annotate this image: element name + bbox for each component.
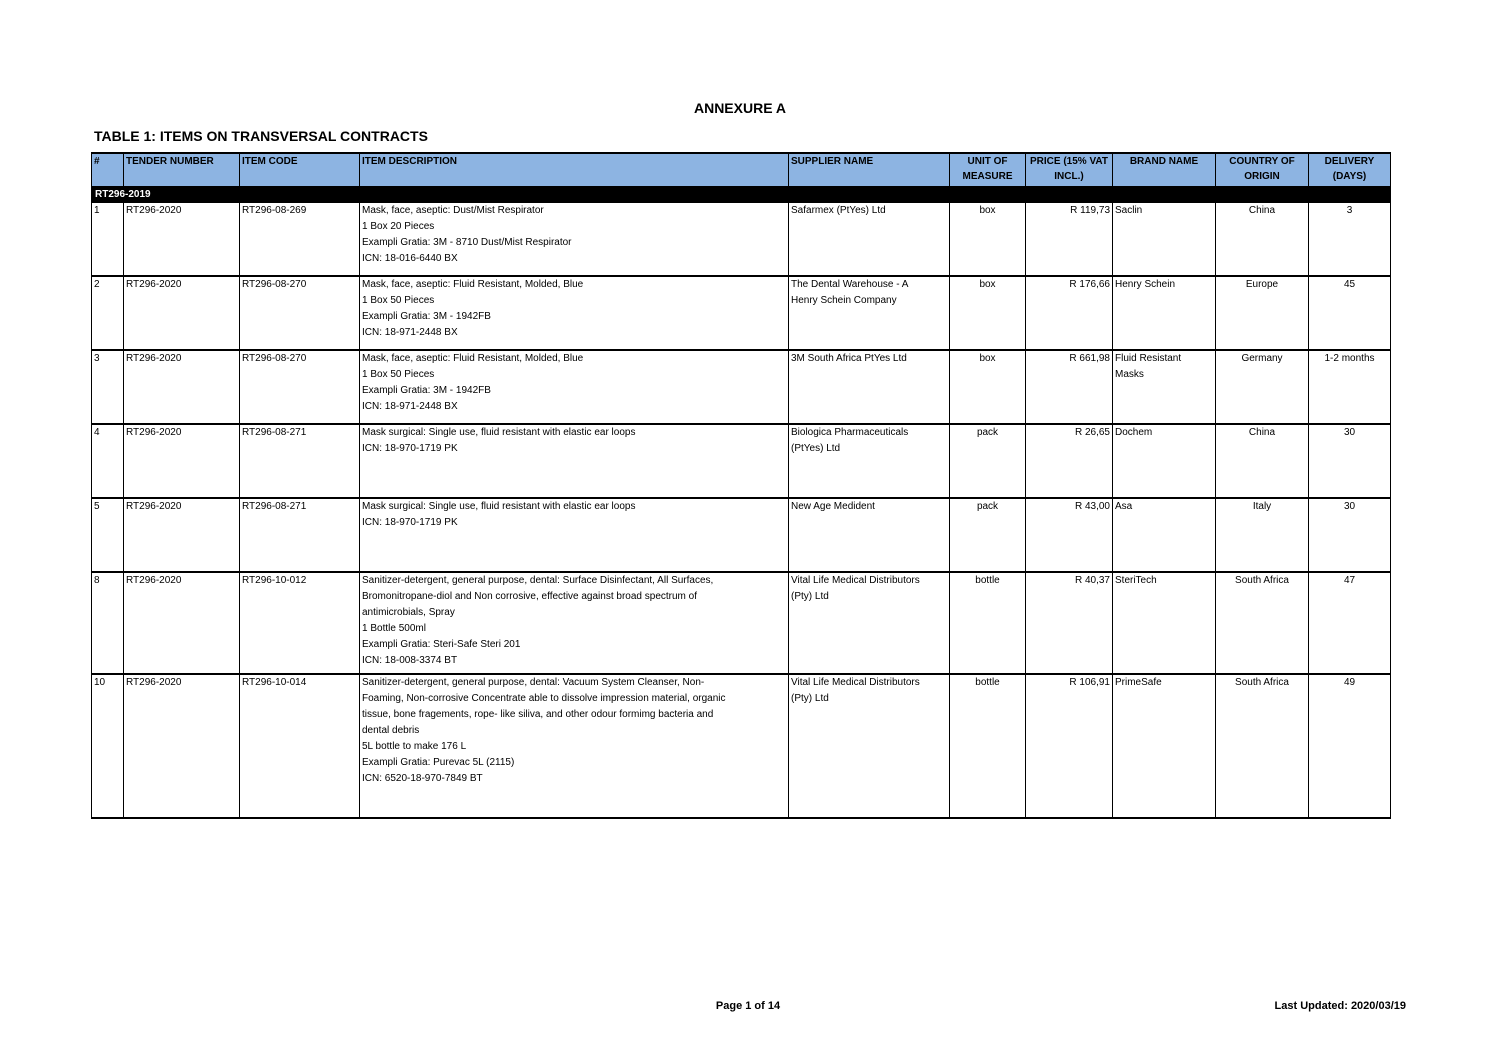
cell-tender-number: RT296-2020 (124, 424, 240, 498)
cell-price: R 119,73 (1026, 203, 1113, 277)
description-line: Exampli Gratia: 3M - 8710 Dust/Mist Respirator (362, 237, 572, 248)
table-row (92, 350, 1391, 424)
description-line: Foaming, Non-corrosive Concentrate able to dissolve impression material, organic (362, 693, 726, 704)
description-line: ICN: 18-008-3374 BT (362, 655, 458, 666)
brand-line: Henry Schein (1115, 279, 1176, 290)
cell-item-code: RT296-08-270 (240, 276, 360, 350)
description-line: Mask, face, aseptic: Dust/Mist Respirator (362, 205, 544, 216)
cell-num: 4 (92, 424, 124, 498)
cell-price: R 661,98 (1026, 350, 1113, 424)
description-line: Sanitizer-detergent, general purpose, dental: Surface Disinfectant, All Surfaces, (362, 575, 714, 586)
description-line: tissue, bone fragements, rope- like siliva, and other odour formimg bacteria and (362, 709, 714, 720)
cell-unit-of-measure: pack (950, 424, 1026, 498)
cell-supplier-name (789, 572, 950, 674)
cell-delivery-days: 47 (1309, 572, 1391, 674)
cell-item-code: RT296-08-270 (240, 350, 360, 424)
header-price-line1: PRICE (15% VAT (1030, 156, 1108, 167)
description-line: dental debris (362, 725, 420, 736)
cell-delivery-days: 45 (1309, 276, 1391, 350)
supplier-line: Henry Schein Company (791, 295, 897, 306)
cell-price: R 176,66 (1026, 276, 1113, 350)
cell-brand-name (1113, 498, 1216, 572)
brand-line: Dochem (1115, 427, 1153, 438)
table-row (92, 203, 1391, 277)
cell-brand-name (1113, 350, 1216, 424)
cell-unit-of-measure: pack (950, 498, 1026, 572)
cell-brand-name (1113, 203, 1216, 277)
items-table (91, 152, 1391, 819)
description-line: ICN: 6520-18-970-7849 BT (362, 773, 483, 784)
header-num: # (92, 153, 124, 187)
header-item-code: ITEM CODE (240, 153, 360, 187)
description-line: ICN: 18-971-2448 BX (362, 327, 458, 338)
brand-line: Asa (1115, 501, 1133, 512)
cell-item-code: RT296-10-012 (240, 572, 360, 674)
cell-delivery-days: 30 (1309, 498, 1391, 572)
brand-line: Masks (1115, 369, 1144, 380)
description-line: Exampli Gratia: 3M - 1942FB (362, 385, 491, 396)
description-line: Mask surgical: Single use, fluid resistant with elastic ear loops (362, 501, 636, 512)
header-price (1026, 153, 1113, 187)
description-line: Exampli Gratia: 3M - 1942FB (362, 311, 491, 322)
header-item-description: ITEM DESCRIPTION (360, 153, 789, 187)
supplier-line: (Pty) Ltd (791, 693, 829, 704)
group-label: RT296-2019 (92, 187, 1391, 203)
header-country-line2: ORIGIN (1244, 171, 1280, 182)
description-line: ICN: 18-970-1719 PK (362, 443, 458, 454)
supplier-line: Safarmex (PtYes) Ltd (791, 205, 886, 216)
header-price-line2: INCL.) (1054, 171, 1084, 182)
description-line: 5L bottle to make 176 L (362, 741, 467, 752)
description-line: Bromonitropane-diol and Non corrosive, effective against broad spectrum of (362, 591, 697, 602)
cell-unit-of-measure: box (950, 350, 1026, 424)
cell-num: 10 (92, 674, 124, 818)
description-line: Mask, face, aseptic: Fluid Resistant, Molded, Blue (362, 353, 584, 364)
cell-delivery-days: 3 (1309, 203, 1391, 277)
cell-tender-number: RT296-2020 (124, 498, 240, 572)
cell-delivery-days: 49 (1309, 674, 1391, 818)
description-line: ICN: 18-971-2448 BX (362, 401, 458, 412)
cell-item-code: RT296-08-269 (240, 203, 360, 277)
supplier-line: (Pty) Ltd (791, 591, 829, 602)
cell-item-description (360, 572, 789, 674)
header-delivery-days (1309, 153, 1391, 187)
table-title: TABLE 1: ITEMS ON TRANSVERSAL CONTRACTS (94, 128, 428, 144)
cell-tender-number: RT296-2020 (124, 572, 240, 674)
cell-supplier-name (789, 674, 950, 818)
supplier-line: (PtYes) Ltd (791, 443, 841, 454)
cell-num: 1 (92, 203, 124, 277)
brand-line: Fluid Resistant (1115, 353, 1182, 364)
brand-line: PrimeSafe (1115, 677, 1162, 688)
description-line: Exampli Gratia: Steri-Safe Steri 201 (362, 639, 521, 650)
cell-brand-name (1113, 674, 1216, 818)
header-unit-of-measure (950, 153, 1026, 187)
cell-item-code: RT296-10-014 (240, 674, 360, 818)
header-supplier-name: SUPPLIER NAME (789, 153, 950, 187)
header-unit-line2: MEASURE (962, 171, 1013, 182)
header-delivery-line1: DELIVERY (1324, 156, 1375, 167)
cell-tender-number: RT296-2020 (124, 276, 240, 350)
cell-item-code: RT296-08-271 (240, 424, 360, 498)
supplier-line: Vital Life Medical Distributors (791, 575, 920, 586)
cell-item-description (360, 424, 789, 498)
cell-num: 3 (92, 350, 124, 424)
brand-line: Saclin (1115, 205, 1143, 216)
group-row (92, 187, 1391, 203)
cell-delivery-days: 1-2 months (1309, 350, 1391, 424)
cell-item-description (360, 674, 789, 818)
cell-item-code: RT296-08-271 (240, 498, 360, 572)
table-header (92, 153, 1391, 187)
supplier-line: The Dental Warehouse - A (791, 279, 909, 290)
last-updated: Last Updated: 2020/03/19 (1274, 1000, 1406, 1012)
annexure-title: ANNEXURE A (693, 100, 787, 116)
cell-country-of-origin: South Africa (1216, 674, 1309, 818)
description-line: ICN: 18-016-6440 BX (362, 253, 458, 264)
cell-num: 8 (92, 572, 124, 674)
cell-country-of-origin: South Africa (1216, 572, 1309, 674)
description-line: antimicrobials, Spray (362, 607, 455, 618)
table-row (92, 498, 1391, 572)
cell-item-description (360, 350, 789, 424)
header-brand-name: BRAND NAME (1113, 153, 1216, 187)
header-delivery-line2: (DAYS) (1332, 171, 1367, 182)
table-row (92, 424, 1391, 498)
cell-supplier-name (789, 424, 950, 498)
cell-unit-of-measure: bottle (950, 572, 1026, 674)
cell-brand-name (1113, 276, 1216, 350)
cell-unit-of-measure: bottle (950, 674, 1026, 818)
cell-tender-number: RT296-2020 (124, 203, 240, 277)
table-row (92, 572, 1391, 674)
description-line: Mask, face, aseptic: Fluid Resistant, Molded, Blue (362, 279, 584, 290)
header-country-of-origin (1216, 153, 1309, 187)
header-country-line1: COUNTRY OF (1229, 156, 1295, 167)
description-line: 1 Box 20 Pieces (362, 221, 435, 232)
cell-price: R 106,91 (1026, 674, 1113, 818)
header-tender-number: TENDER NUMBER (124, 153, 240, 187)
cell-delivery-days: 30 (1309, 424, 1391, 498)
cell-price: R 26,65 (1026, 424, 1113, 498)
page-number: Page 1 of 14 (715, 1000, 781, 1012)
description-line: 1 Box 50 Pieces (362, 295, 435, 306)
cell-brand-name (1113, 424, 1216, 498)
supplier-line: 3M South Africa PtYes Ltd (791, 353, 907, 364)
cell-country-of-origin: China (1216, 203, 1309, 277)
cell-price: R 43,00 (1026, 498, 1113, 572)
cell-supplier-name (789, 350, 950, 424)
description-line: Sanitizer-detergent, general purpose, dental: Vacuum System Cleanser, Non- (362, 677, 705, 688)
cell-item-description (360, 276, 789, 350)
table-row (92, 276, 1391, 350)
supplier-line: Biologica Pharmaceuticals (791, 427, 909, 438)
header-unit-line1: UNIT OF (967, 156, 1008, 167)
cell-price: R 40,37 (1026, 572, 1113, 674)
cell-country-of-origin: Europe (1216, 276, 1309, 350)
cell-tender-number: RT296-2020 (124, 674, 240, 818)
cell-unit-of-measure: box (950, 203, 1026, 277)
cell-country-of-origin: China (1216, 424, 1309, 498)
cell-item-description (360, 498, 789, 572)
cell-item-description (360, 203, 789, 277)
table-row (92, 674, 1391, 818)
cell-country-of-origin: Italy (1216, 498, 1309, 572)
cell-supplier-name (789, 203, 950, 277)
cell-num: 2 (92, 276, 124, 350)
description-line: ICN: 18-970-1719 PK (362, 517, 458, 528)
description-line: 1 Box 50 Pieces (362, 369, 435, 380)
cell-country-of-origin: Germany (1216, 350, 1309, 424)
cell-num: 5 (92, 498, 124, 572)
cell-unit-of-measure: box (950, 276, 1026, 350)
cell-tender-number: RT296-2020 (124, 350, 240, 424)
cell-brand-name (1113, 572, 1216, 674)
cell-supplier-name (789, 498, 950, 572)
supplier-line: New Age Medident (791, 501, 875, 512)
description-line: Mask surgical: Single use, fluid resistant with elastic ear loops (362, 427, 636, 438)
brand-line: SteriTech (1115, 575, 1157, 586)
supplier-line: Vital Life Medical Distributors (791, 677, 920, 688)
description-line: Exampli Gratia: Purevac 5L (2115) (362, 757, 515, 768)
description-line: 1 Bottle 500ml (362, 623, 426, 634)
cell-supplier-name (789, 276, 950, 350)
